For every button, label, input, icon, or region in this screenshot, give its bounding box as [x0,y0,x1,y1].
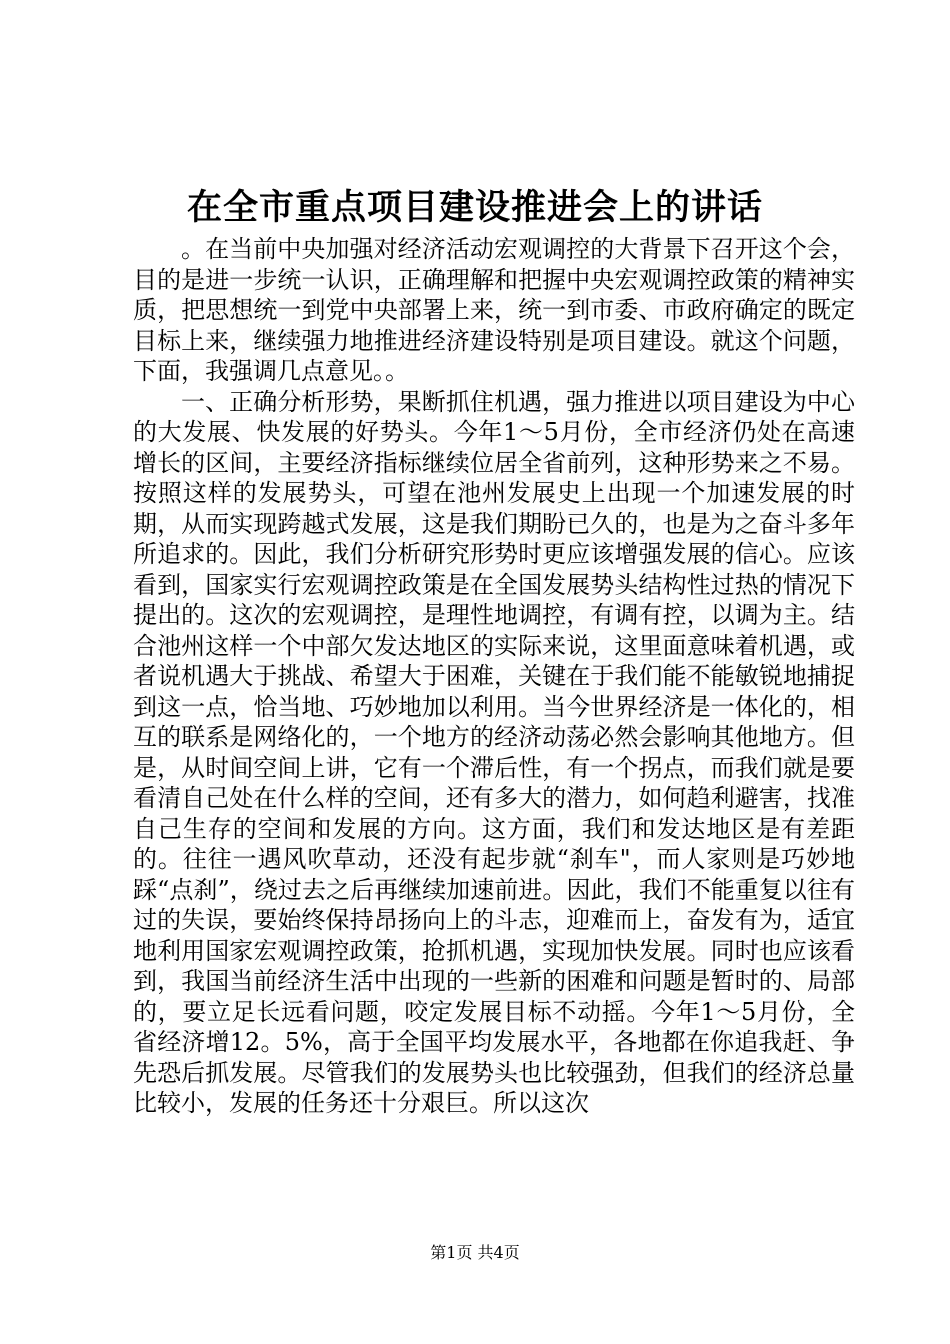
document-title: 在全市重点项目建设推进会上的讲话 [186,187,763,228]
paragraph-intro: 。在当前中央加强对经济活动宏观调控的大背景下召开这个会，目的是进一步统一认识，正确理解和把握中央宏观调控政策的精神实质，把思想统一到党中央部署上来，统一到市委、市政府确定的既定目标上来，继续强力地推进经济建设特别是项目建设。就这个问题，下面，我强调几点意见。。 [133,235,855,385]
page-number-footer: 第1页 共4页 [430,1243,520,1262]
paragraph-section-one: 一、正确分析形势，果断抓住机遇，强力推进以项目建设为中心的大发展、快发展的好势头。今年1～5月份，全市经济仍处在高速增长的区间，主要经济指标继续位居全省前列，这种形势来之不易。按照这样的发展势头，可望在池州发展史上出现一个加速发展的时期，从而实现跨越式发展，这是我们期盼已久的，也是为之奋斗多年所追求的。因此，我们分析研究形势时更应该增强发展的信心。应该看到，国家实行宏观调控政策是在全国发展势头结构性过热的情况下提出的。这次的宏观调控，是理性地调控，有调有控，以调为主。结合池州这样一个中部欠发达地区的实际来说，这里面意味着机遇，或者说机遇大于挑战、希望大于困难，关键在于我们能不能敏锐地捕捉到这一点，恰当地、巧妙地加以利用。当今世界经济是一体化的，相互的联系是网络化的，一个地方的经济动荡必然会影响其他地方。但是，从时间空间上讲，它有一个滞后性，有一个拐点，而我们就是要看清自己处在什么样的空间，还有多大的潜力，如何趋利避害，找准自己生存的空间和发展的方向。这方面，我们和发达地区是有差距的。往往一遇风吹草动，还没有起步就“刹车"，而人家则是巧妙地踩“点刹”，绕过去之后再继续加速前进。因此，我们不能重复以往有过的失误，要始终保持昂扬向上的斗志，迎难而上，奋发有为，适宜地利用国家宏观调控政策，抢抓机遇，实现加快发展。同时也应该看到，我国当前经济生活中出现的一些新的困难和问题是暂时的、局部的，要立足长远看问题，咬定发展目标不动摇。今年1～5月份，全省经济增12。5%，高于全国平均发展水平，各地都在你追我赶、争先恐后抓发展。尽管我们的发展势头也比较强劲，但我们的经济总量比较小，发展的任务还十分艰巨。所以这次 [133,387,855,1117]
document-body [133,234,855,1119]
